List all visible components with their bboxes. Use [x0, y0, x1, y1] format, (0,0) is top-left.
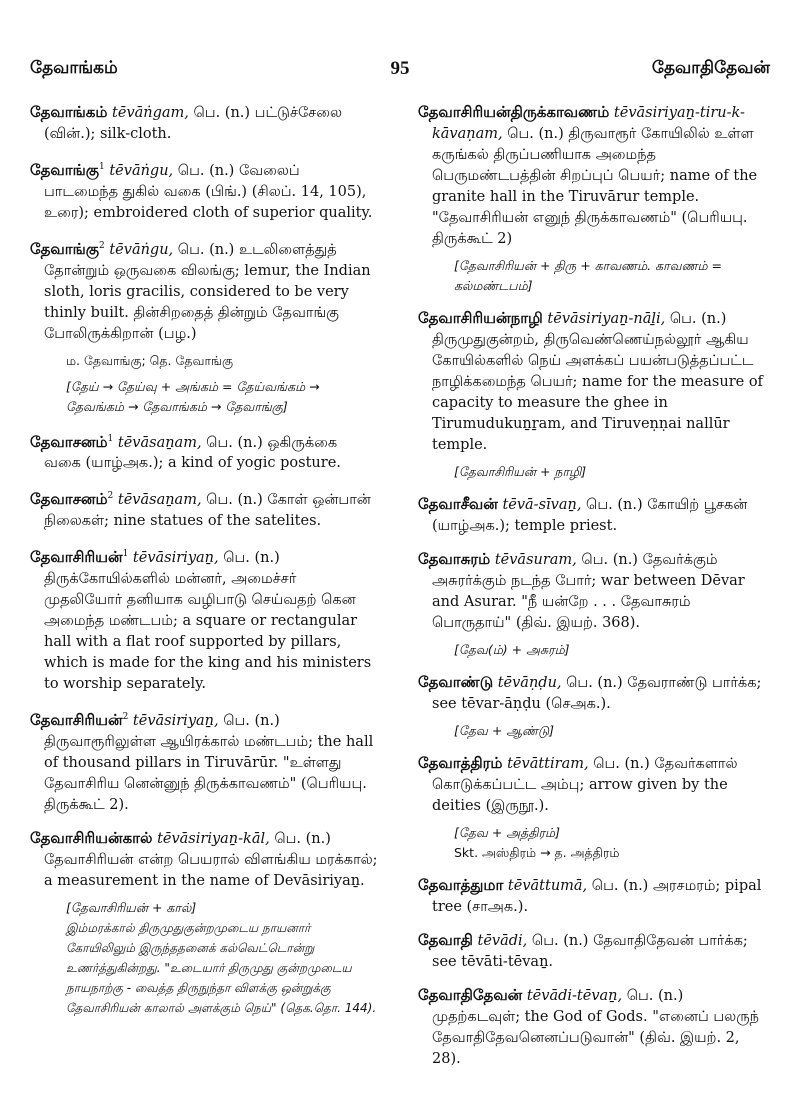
headword: தேவாசனம்	[30, 432, 108, 451]
page-number: 95	[390, 58, 410, 79]
transliteration: tēvāsiriyaṉ-nāḻi,	[547, 311, 666, 327]
dictionary-entry	[30, 707, 378, 816]
transliteration: tēvāttumā,	[507, 878, 588, 894]
header-right-guideword: தேவாதிதேவன்	[651, 58, 770, 78]
entry-notes	[454, 721, 772, 741]
definition: பெ. (n.) தேவாசிரியன் என்ற பெயரால் விளங்கிய மரக்கால்; a measurement in the name of Devāsiriyaṉ.	[44, 830, 378, 889]
homonym-number: 2	[107, 491, 114, 502]
etymology: [தேவாசிரியன் + திரு + காவணம். காவணம் = கல்மண்டபம்]	[454, 258, 722, 293]
dictionary-entry	[418, 930, 772, 973]
definition: பெ. (n.) கோள் ஒன்பான் நிலைகள்; nine statues of the satelites.	[44, 492, 371, 530]
homonym-number: 1	[122, 549, 129, 560]
transliteration: tēvāṇḍu,	[497, 675, 562, 691]
dictionary-entry	[30, 486, 378, 532]
headword: தேவாசிரியன்திருக்காவணம்	[418, 103, 610, 121]
transliteration: tēvādi,	[477, 933, 528, 949]
dictionary-entry	[30, 236, 378, 417]
definition: பெ. (n.) கோயிற் பூசகன் (யாழ்அக.); temple priest.	[432, 497, 748, 534]
entry-notes	[454, 462, 772, 482]
etymology: [தேவ(ம்) + அசுரம்]	[454, 642, 570, 657]
transliteration: tēvāsiriyaṉ,	[132, 712, 219, 729]
etymology: [தேவாசிரியன் + நாழி]	[454, 464, 587, 479]
dictionary-entry	[30, 544, 378, 695]
headword: தேவாங்கு	[30, 160, 99, 179]
sanskrit-origin: Skt. அஸ்திரம் → த. அத்திரம்	[454, 845, 620, 860]
entry-notes	[66, 898, 378, 1018]
dictionary-entry	[418, 308, 772, 482]
dictionary-entry	[30, 828, 378, 1018]
dictionary-entry	[418, 549, 772, 660]
definition: பெ. (n.) உடலிளைத்துத் தோன்றும் ஒருவகை விலங்கு; lemur, the Indian sloth, loris gracilis, considered to be very thinly built. தின்சிறதைத் தின்றும் தேவாங்கு போலிருக்கிறான் (பழ.)	[44, 241, 371, 342]
transliteration: tēvāsiriyaṉ,	[132, 550, 219, 567]
headword: தேவாங்கு	[30, 239, 99, 258]
transliteration: tēvāṅgam,	[112, 105, 189, 121]
transliteration: tēvādi-tēvaṉ,	[526, 988, 623, 1004]
definition: பெ. (n.) திருவாரூர் கோயிலில் உள்ள கருங்கல் திருப்பணியாக அமைந்த பெருமண்டபத்தின் சிறப்புப் பெயர்; name of the granite hall in the Tiruvārur temple. "தேவாசிரியன் எனுந் திருக்காவணம்" (பெரியபு. திருக்கூட் 2)	[432, 126, 758, 247]
header-left-guideword: தேவாங்கம்	[30, 58, 118, 78]
dictionary-entry	[30, 102, 378, 145]
page-header	[30, 58, 770, 86]
headword: தேவாசிரியன்கால்	[30, 828, 153, 847]
entry-notes	[454, 256, 772, 296]
homonym-number: 2	[99, 240, 105, 251]
definition: பெ. (n.) திருமுதுகுன்றம், திருவெண்ணெய்நல்லூர் ஆகிய கோயில்களில் நெய் அளக்கப் பயன்படுத்தப்பட்ட நாழிக்கமைந்த பெயர்; name for the measure of capacity to measure the ghee in Tirumudukuṉṟam, and Tiruveṇṇai nallūr temple.	[432, 311, 763, 453]
headword: தேவாதிதேவன்	[418, 986, 523, 1004]
headword: தேவாசிரியன்	[30, 710, 123, 729]
headword: தேவாங்கம்	[30, 103, 108, 121]
definition: பெ. (n.) வேலைப் பாடமைந்த துகில் வகை (பிங்.) (சிலப். 14, 105), உரை); embroidered cloth of superior quality.	[44, 162, 373, 221]
dictionary-entry	[418, 875, 772, 918]
headword: தேவாசனம்	[30, 490, 108, 509]
transliteration: tēvāsiriyaṉ-tiru-k-kāvaṇam,	[432, 105, 745, 142]
dictionary-entry	[418, 985, 772, 1070]
definition: பெ. (n.) ஒகிருக்கை வகை (யாழ்அக.); a kind of yogic posture.	[44, 434, 341, 472]
definition: பெ. (n.) பட்டுச்சேலை (வின்.); silk-cloth.	[44, 105, 343, 142]
entry-notes	[454, 640, 772, 660]
transliteration: tēvāsaṉam,	[117, 492, 202, 509]
dictionary-entry	[30, 429, 378, 475]
headword: தேவாசிரியன்	[30, 548, 123, 567]
definition: பெ. (n.) தேவராண்டு பார்க்க; see tēvar-āṇḍu (செஅக.).	[432, 675, 762, 712]
headword: தேவாதி	[418, 931, 473, 949]
dictionary-entry	[418, 672, 772, 741]
definition: பெ. (n.) அரசமரம்; pipal tree (சாஅக.).	[432, 878, 762, 915]
transliteration: tēvāsiriyaṉ-kāl,	[157, 830, 270, 847]
transliteration: tēvāsaṉam,	[117, 434, 202, 451]
headword: தேவாத்திரம்	[418, 754, 503, 772]
left-column	[30, 102, 378, 1030]
homonym-number: 1	[107, 433, 114, 444]
etymology: [தேய் → தேய்வு + அங்கம் = தேய்வங்கம் → தேவங்கம் → தேவாங்கம் → தேவாங்கு]	[66, 378, 320, 414]
definition: பெ. (n.) தேவர்களால் கொடுக்கப்பட்ட அம்பு; arrow given by the deities (இருநூ.).	[432, 756, 738, 814]
inscription-quote: இம்மரக்கால் திருமுதுகுன்றமுடைய நாயனார் கோயிலிலும் இருந்ததனைக் கல்வெட்டொன்று உணர்த்துகின்றது. "உடையார் திருமுது குன்றமுடைய நாயநாற்கு - வைத்த திருநுந்தா விளக்கு ஒன்றுக்கு தேவாசிரியன் காலால் அளக்கும் நெய்" (தெக.தொ. 144).	[66, 920, 377, 1015]
cognates: ம. தேவாங்கு; தெ. தேவாங்கு	[66, 352, 233, 368]
transliteration: tēvāṅgu,	[109, 162, 174, 179]
headword: தேவாண்டு	[418, 673, 494, 691]
dictionary-entry	[418, 494, 772, 537]
transliteration: tēvāṅgu,	[109, 241, 174, 258]
etymology: [தேவாசிரியன் + கால்]	[66, 899, 197, 915]
headword: தேவாசுரம்	[418, 550, 491, 568]
definition: பெ. (n.) தேவர்க்கும் அசுரர்க்கும் நடந்த போர்; war between Dēvar and Asurar. "நீ யன்றே . . . தேவாசுரம் பொருதாய்" (திவ். இயற். 368).	[432, 552, 745, 631]
headword: தேவாசிரியன்நாழி	[418, 309, 543, 327]
definition: பெ. (n.) முதற்கடவுள்; the God of Gods. "எனைப் பலருந் தேவாதிதேவனெனப்படுவான்" (திவ். இயற். 2, 28).	[432, 988, 759, 1067]
etymology: [தேவ + அத்திரம்]	[454, 825, 560, 840]
transliteration: tēvāttiram,	[507, 756, 589, 772]
homonym-number: 1	[99, 162, 105, 172]
transliteration: tēvā-sīvaṉ,	[502, 497, 582, 513]
definition: பெ. (n.) திருவாரூரிலுள்ள ஆயிரக்கால் மண்டபம்; the hall of thousand pillars in Tiruvārūr. "உள்ளது தேவாசிரிய னென்னுந் திருக்காவணம்" (பெரியபு. திருக்கூட் 2).	[44, 712, 374, 813]
definition: பெ. (n.) திருக்கோயில்களில் மன்னர், அமைச்சர் முதலியோர் தனியாக வழிபாடு செய்வதற் கென அமைந்த மண்டபம்; a square or rectangular hall with a flat roof supported by pillars, which is made for the king and his ministers to worship separately.	[44, 550, 372, 693]
headword: தேவாத்துமா	[418, 876, 504, 894]
etymology: [தேவ + ஆண்டு]	[454, 723, 555, 738]
dictionary-entry	[418, 102, 772, 296]
entry-notes	[454, 823, 772, 863]
definition: பெ. (n.) தேவாதிதேவன் பார்க்க; see tēvāti-tēvaṉ.	[432, 933, 748, 970]
right-column	[418, 102, 772, 1082]
headword: தேவாசீவன்	[418, 495, 498, 513]
entry-notes	[66, 351, 378, 417]
transliteration: tēvāsuram,	[494, 552, 577, 568]
dictionary-entry	[30, 157, 378, 224]
dictionary-entry	[418, 753, 772, 863]
homonym-number: 2	[122, 712, 129, 723]
